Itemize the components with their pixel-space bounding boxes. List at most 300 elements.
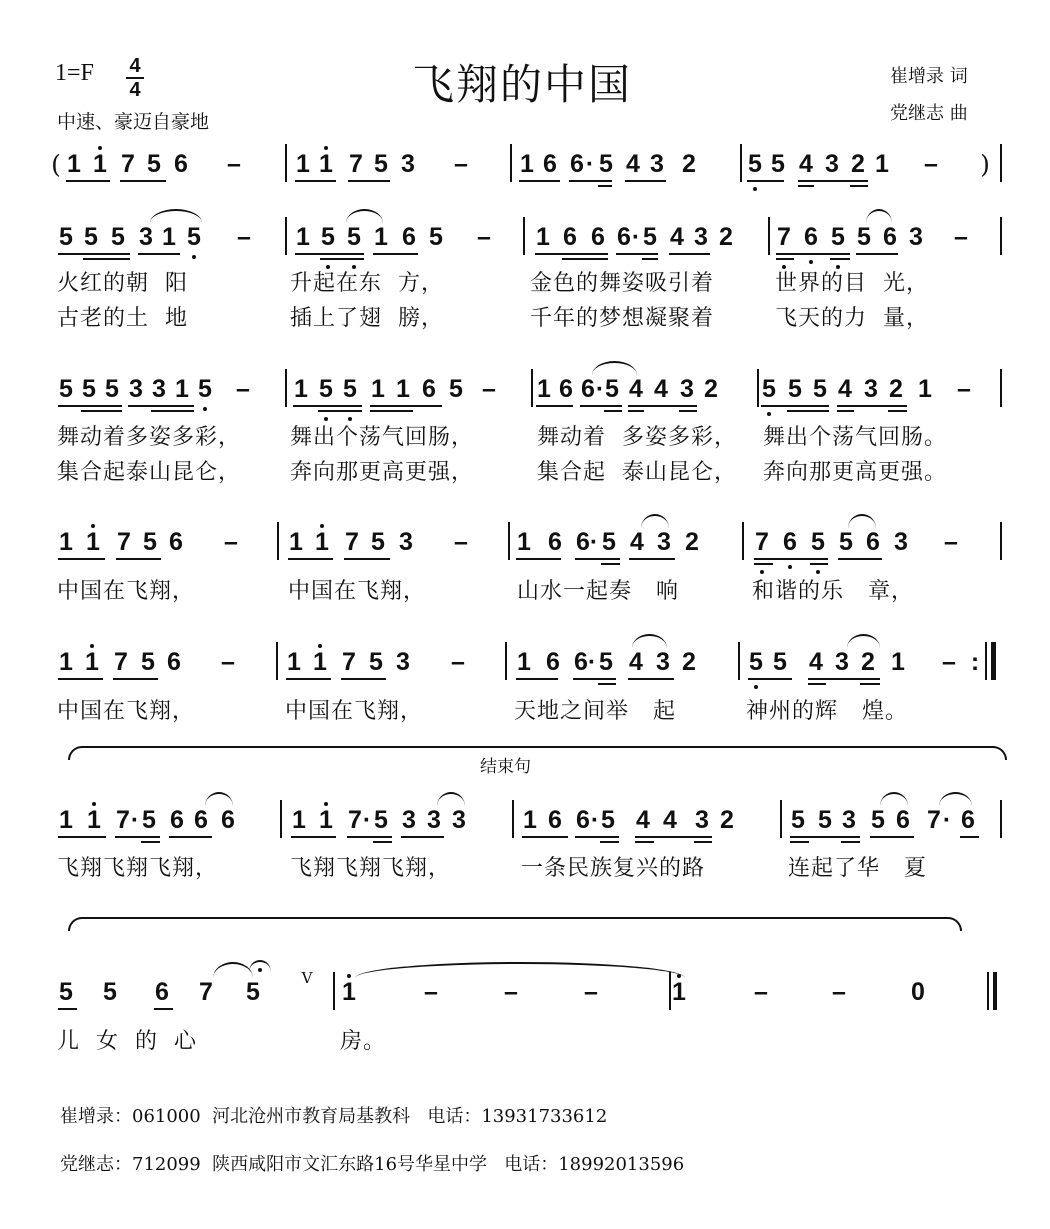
sustain-dash: – bbox=[477, 223, 491, 251]
note-3: 3 bbox=[402, 806, 416, 834]
note-7: 7 bbox=[342, 648, 356, 676]
final-thin-bar bbox=[987, 972, 989, 1010]
lyric-line: 奔向那更高更强。 bbox=[763, 460, 948, 485]
bar-line bbox=[276, 642, 278, 680]
low-octave-dot bbox=[809, 260, 813, 264]
note-6: 6 bbox=[576, 528, 590, 556]
sixteenth-underline bbox=[754, 563, 773, 565]
slur-arc bbox=[592, 361, 637, 375]
low-octave-dot bbox=[753, 187, 757, 191]
note-5: 5 bbox=[103, 978, 117, 1006]
note-3: 3 bbox=[399, 528, 413, 556]
sixteenth-underline bbox=[837, 410, 854, 412]
sustain-dash: – bbox=[227, 150, 241, 178]
eighth-underline bbox=[58, 836, 106, 838]
note-3: 3 bbox=[452, 806, 466, 834]
eighth-underline bbox=[856, 253, 898, 255]
note-5: 5 bbox=[773, 648, 787, 676]
note-5: 5 bbox=[871, 806, 885, 834]
sixteenth-underline bbox=[776, 258, 794, 260]
sustain-dash: – bbox=[451, 648, 465, 676]
eighth-underline bbox=[288, 558, 333, 560]
note-1: 1 bbox=[396, 375, 410, 403]
note-1: 1 bbox=[87, 806, 101, 834]
note-1: 1 bbox=[520, 150, 534, 178]
note-5: 5 bbox=[84, 223, 98, 251]
eighth-underline bbox=[798, 180, 868, 182]
bar-line bbox=[531, 369, 533, 407]
sustain-dash: – bbox=[237, 223, 251, 251]
high-octave-dot bbox=[347, 974, 351, 978]
eighth-underline bbox=[58, 558, 105, 560]
note-2: 2 bbox=[861, 648, 875, 676]
note-5: 5 bbox=[319, 375, 333, 403]
eighth-underline bbox=[341, 678, 386, 680]
note-3: 3 bbox=[152, 375, 166, 403]
note-7: 7 bbox=[777, 223, 791, 251]
note-2: 2 bbox=[889, 375, 903, 403]
note-1: 1 bbox=[319, 150, 333, 178]
eighth-underline bbox=[370, 405, 442, 407]
augmentation-dot: · bbox=[362, 806, 372, 834]
eighth-underline bbox=[761, 405, 829, 407]
note-3: 3 bbox=[650, 150, 664, 178]
lyric-line: 舞出个荡气回肠， bbox=[290, 425, 475, 450]
note-7: 7 bbox=[121, 150, 135, 178]
note-3: 3 bbox=[694, 223, 708, 251]
lyric-line: 房。 bbox=[340, 1029, 387, 1054]
note-1: 1 bbox=[374, 223, 388, 251]
note-1: 1 bbox=[175, 375, 189, 403]
note-4: 4 bbox=[670, 223, 684, 251]
lyric-line: 中国在飞翔， bbox=[285, 699, 424, 724]
note-5: 5 bbox=[321, 223, 335, 251]
bar-line bbox=[277, 522, 279, 560]
note-6: 6 bbox=[581, 375, 595, 403]
sixteenth-underline bbox=[798, 185, 814, 187]
bar-line bbox=[1000, 522, 1002, 560]
eighth-underline bbox=[625, 180, 666, 182]
sustain-dash: – bbox=[942, 648, 956, 676]
note-6: 6 bbox=[883, 223, 897, 251]
eighth-underline bbox=[837, 405, 907, 407]
note-2: 2 bbox=[682, 648, 696, 676]
eighth-underline bbox=[960, 836, 979, 838]
eighth-underline bbox=[113, 678, 158, 680]
slur-arc bbox=[213, 962, 253, 978]
lyric-line: 舞出个荡气回肠。 bbox=[763, 425, 948, 450]
sixteenth-underline bbox=[679, 410, 697, 412]
note-1: 1 bbox=[313, 648, 327, 676]
eighth-underline bbox=[519, 180, 560, 182]
note-3: 3 bbox=[825, 150, 839, 178]
sixteenth-underline bbox=[373, 841, 392, 843]
sixteenth-underline bbox=[860, 683, 880, 685]
sixteenth-underline bbox=[370, 410, 413, 412]
repeat-thin-bar bbox=[985, 642, 987, 680]
lyric-line: 集合起 泰山昆仑， bbox=[537, 460, 737, 485]
lyric-line: 火红的朝 阳 bbox=[57, 271, 188, 296]
time-signature bbox=[126, 56, 144, 100]
sixteenth-underline bbox=[562, 258, 608, 260]
bar-line bbox=[757, 369, 759, 407]
bar-line bbox=[505, 642, 507, 680]
note-6: 6 bbox=[804, 223, 818, 251]
note-5: 5 bbox=[82, 375, 96, 403]
lyric-line: 舞动着 多姿多彩， bbox=[537, 425, 737, 450]
eighth-underline bbox=[286, 678, 331, 680]
note-5: 5 bbox=[839, 528, 853, 556]
eighth-underline bbox=[569, 180, 612, 182]
slur-arc bbox=[346, 209, 383, 223]
lyricist-credit: 崔增录 词 bbox=[890, 66, 968, 87]
note-5: 5 bbox=[371, 528, 385, 556]
bar-line bbox=[508, 522, 510, 560]
sustain-dash: – bbox=[504, 978, 518, 1006]
high-octave-dot bbox=[324, 146, 328, 150]
note-1: 1 bbox=[296, 223, 310, 251]
note-4: 4 bbox=[838, 375, 852, 403]
slur-arc bbox=[880, 792, 908, 806]
sixteenth-underline bbox=[604, 410, 622, 412]
lyric-line: 升起在东 方， bbox=[290, 271, 444, 296]
note-7: 7 bbox=[348, 806, 362, 834]
note-4: 4 bbox=[626, 150, 640, 178]
note-5: 5 bbox=[771, 150, 785, 178]
note-1: 1 bbox=[918, 375, 932, 403]
note-6: 6 bbox=[563, 223, 577, 251]
slur-arc bbox=[939, 792, 972, 806]
note-6: 6 bbox=[194, 806, 208, 834]
note-5: 5 bbox=[105, 375, 119, 403]
note-5: 5 bbox=[762, 375, 776, 403]
note-6: 6 bbox=[548, 806, 562, 834]
bar-line bbox=[768, 217, 770, 255]
eighth-underline bbox=[58, 678, 103, 680]
note-1: 1 bbox=[93, 150, 107, 178]
bar-line bbox=[740, 144, 742, 182]
sixteenth-underline bbox=[787, 410, 829, 412]
note-5: 5 bbox=[818, 806, 832, 834]
final-thick-bar bbox=[993, 972, 997, 1010]
note-1: 1 bbox=[875, 150, 889, 178]
augmentation-dot: · bbox=[590, 806, 600, 834]
eighth-underline bbox=[573, 678, 616, 680]
lyric-line: 中国在飞翔， bbox=[288, 579, 427, 604]
bar-line bbox=[333, 972, 335, 1010]
note-3: 3 bbox=[401, 150, 415, 178]
note-7: 7 bbox=[755, 528, 769, 556]
note-5: 5 bbox=[748, 150, 762, 178]
note-6: 6 bbox=[422, 375, 436, 403]
eighth-underline bbox=[58, 253, 130, 255]
note-6: 6 bbox=[866, 528, 880, 556]
note-5: 5 bbox=[605, 375, 619, 403]
note-5: 5 bbox=[429, 223, 443, 251]
sixteenth-underline bbox=[850, 185, 868, 187]
note-4: 4 bbox=[629, 648, 643, 676]
lyric-line: 神州的辉 煌。 bbox=[746, 699, 908, 724]
fermata-dot bbox=[258, 968, 262, 972]
eighth-underline bbox=[669, 253, 710, 255]
sixteenth-underline bbox=[694, 841, 712, 843]
note-4: 4 bbox=[809, 648, 823, 676]
high-octave-dot bbox=[324, 802, 328, 806]
bar-line bbox=[738, 642, 740, 680]
note-6: 6 bbox=[167, 648, 181, 676]
sixteenth-underline bbox=[141, 841, 160, 843]
note-1: 1 bbox=[162, 223, 176, 251]
sixteenth-underline bbox=[810, 563, 828, 565]
lyric-line: 山水一起奏 响 bbox=[517, 579, 679, 604]
note-3: 3 bbox=[680, 375, 694, 403]
note-6: 6 bbox=[548, 528, 562, 556]
eighth-underline bbox=[295, 253, 364, 255]
high-octave-dot bbox=[98, 146, 102, 150]
note-6: 6 bbox=[543, 150, 557, 178]
note-5: 5 bbox=[198, 375, 212, 403]
note-3: 3 bbox=[139, 223, 153, 251]
augmentation-dot: · bbox=[589, 528, 599, 556]
low-octave-dot bbox=[782, 265, 786, 269]
note-3: 3 bbox=[894, 528, 908, 556]
lyric-line: 飞翔飞翔飞翔， bbox=[57, 856, 219, 881]
note-6: 6 bbox=[170, 806, 184, 834]
augmentation-dot: · bbox=[631, 223, 641, 251]
bar-line bbox=[1000, 217, 1002, 255]
note-1: 1 bbox=[67, 150, 81, 178]
sustain-dash: – bbox=[944, 528, 958, 556]
lyric-line: 集合起泰山昆仑， bbox=[57, 460, 242, 485]
note-3: 3 bbox=[909, 223, 923, 251]
lyric-line: 世界的目 光， bbox=[775, 271, 929, 296]
note-6: 6 bbox=[576, 806, 590, 834]
sixteenth-underline bbox=[318, 410, 362, 412]
note-5: 5 bbox=[187, 223, 201, 251]
note-6: 6 bbox=[591, 223, 605, 251]
note-2: 2 bbox=[704, 375, 718, 403]
eighth-underline bbox=[575, 558, 620, 560]
note-5: 5 bbox=[813, 375, 827, 403]
sixteenth-underline bbox=[600, 841, 619, 843]
note-5: 5 bbox=[246, 978, 260, 1006]
note-6: 6 bbox=[221, 806, 235, 834]
high-octave-dot bbox=[320, 524, 324, 528]
sustain-dash: – bbox=[957, 375, 971, 403]
note-3: 3 bbox=[695, 806, 709, 834]
sixteenth-underline bbox=[830, 258, 850, 260]
bar-line bbox=[285, 217, 287, 255]
note-5: 5 bbox=[343, 375, 357, 403]
bar-line bbox=[512, 800, 514, 838]
repeat-thick-bar bbox=[991, 642, 996, 680]
lyric-line: 飞翔飞翔飞翔， bbox=[290, 856, 452, 881]
note-2: 2 bbox=[720, 806, 734, 834]
breath-mark: V bbox=[301, 969, 313, 987]
note-3: 3 bbox=[657, 528, 671, 556]
sixteenth-underline bbox=[888, 410, 907, 412]
note-5: 5 bbox=[59, 375, 73, 403]
note-4: 4 bbox=[799, 150, 813, 178]
note-7: 7 bbox=[116, 806, 130, 834]
lyric-line: 千年的梦想凝聚着 bbox=[530, 306, 715, 331]
note-1: 1 bbox=[342, 978, 356, 1006]
lyric-line: 古老的土 地 bbox=[57, 306, 188, 331]
note-1: 1 bbox=[85, 648, 99, 676]
sustain-dash: – bbox=[224, 528, 238, 556]
low-octave-dot bbox=[816, 570, 820, 574]
time-signature-bottom: 4 bbox=[129, 79, 141, 101]
sustain-dash: – bbox=[454, 528, 468, 556]
high-octave-dot bbox=[91, 524, 95, 528]
sustain-dash: – bbox=[454, 150, 468, 178]
note-6: 6 bbox=[174, 150, 188, 178]
eighth-underline bbox=[808, 678, 880, 680]
ending-phrase-bracket bbox=[68, 746, 1007, 760]
note-5: 5 bbox=[791, 806, 805, 834]
eighth-underline bbox=[575, 836, 619, 838]
low-octave-dot bbox=[192, 255, 196, 259]
eighth-underline bbox=[128, 405, 194, 407]
key-signature: 1=F bbox=[55, 60, 94, 86]
sixteenth-underline bbox=[628, 410, 644, 412]
eighth-underline bbox=[754, 558, 828, 560]
lyric-line: 连起了华 夏 bbox=[788, 856, 927, 881]
eighth-underline bbox=[536, 405, 573, 407]
note-6: 6 bbox=[570, 150, 584, 178]
note-5: 5 bbox=[369, 648, 383, 676]
sixteenth-underline bbox=[808, 683, 826, 685]
note-5: 5 bbox=[602, 528, 616, 556]
close-parenthesis: ) bbox=[980, 150, 990, 179]
lyric-line: 天地之间举 起 bbox=[514, 699, 676, 724]
eighth-underline bbox=[138, 253, 180, 255]
low-octave-dot bbox=[326, 265, 330, 269]
note-1: 1 bbox=[289, 528, 303, 556]
note-6: 6 bbox=[546, 648, 560, 676]
sustain-dash: – bbox=[954, 223, 968, 251]
slur-arc bbox=[437, 792, 465, 806]
eighth-underline bbox=[535, 253, 608, 255]
note-5: 5 bbox=[643, 223, 657, 251]
note-4: 4 bbox=[629, 375, 643, 403]
note-5: 5 bbox=[141, 648, 155, 676]
note-7: 7 bbox=[114, 648, 128, 676]
note-1: 1 bbox=[315, 528, 329, 556]
note-1: 1 bbox=[536, 223, 550, 251]
note-4: 4 bbox=[663, 806, 677, 834]
high-octave-dot bbox=[92, 802, 96, 806]
ending-phrase-bracket-2 bbox=[68, 917, 962, 931]
eighth-underline bbox=[116, 558, 161, 560]
sustain-dash: – bbox=[221, 648, 235, 676]
eighth-underline bbox=[293, 405, 362, 407]
sustain-dash: – bbox=[584, 978, 598, 1006]
note-5: 5 bbox=[601, 806, 615, 834]
open-parenthesis: ( bbox=[51, 150, 61, 179]
note-5: 5 bbox=[599, 150, 613, 178]
note-1: 1 bbox=[537, 375, 551, 403]
lyric-line: 中国在飞翔， bbox=[57, 699, 196, 724]
eighth-underline bbox=[748, 678, 792, 680]
note-2: 2 bbox=[685, 528, 699, 556]
low-octave-dot bbox=[352, 265, 356, 269]
note-6: 6 bbox=[169, 528, 183, 556]
lyric-line: 飞天的力 量， bbox=[775, 306, 929, 331]
sixteenth-underline bbox=[598, 683, 616, 685]
note-1: 1 bbox=[86, 528, 100, 556]
low-octave-dot bbox=[754, 685, 758, 689]
eighth-underline bbox=[66, 180, 110, 182]
eighth-underline bbox=[616, 253, 658, 255]
slur-arc bbox=[847, 634, 880, 648]
note-3: 3 bbox=[835, 648, 849, 676]
low-octave-dot bbox=[767, 412, 771, 416]
note-4: 4 bbox=[654, 375, 668, 403]
note-1: 1 bbox=[517, 528, 531, 556]
note-3: 3 bbox=[129, 375, 143, 403]
sixteenth-underline bbox=[841, 841, 860, 843]
note-3: 3 bbox=[864, 375, 878, 403]
note-1: 1 bbox=[59, 806, 73, 834]
low-octave-dot bbox=[836, 265, 840, 269]
note-6: 6 bbox=[559, 375, 573, 403]
eighth-underline bbox=[870, 836, 914, 838]
bar-line bbox=[523, 217, 525, 255]
sixteenth-underline bbox=[151, 410, 194, 412]
sustain-dash: – bbox=[754, 978, 768, 1006]
note-7: 7 bbox=[349, 150, 363, 178]
note-7: 7 bbox=[927, 806, 941, 834]
note-5: 5 bbox=[374, 806, 388, 834]
eighth-underline bbox=[348, 180, 390, 182]
lyric-line: 儿 女 的 心 bbox=[57, 1029, 197, 1054]
note-4: 4 bbox=[630, 528, 644, 556]
time-signature-top: 4 bbox=[129, 55, 141, 77]
eighth-underline bbox=[58, 1008, 77, 1010]
eighth-underline bbox=[628, 405, 697, 407]
note-3: 3 bbox=[842, 806, 856, 834]
eighth-underline bbox=[516, 678, 558, 680]
lyric-line: 舞动着多姿多彩， bbox=[57, 425, 242, 450]
sixteenth-underline bbox=[642, 258, 658, 260]
eighth-underline bbox=[580, 405, 622, 407]
eighth-underline bbox=[776, 253, 850, 255]
slur-arc bbox=[150, 209, 202, 223]
sixteenth-underline bbox=[601, 563, 620, 565]
eighth-underline bbox=[169, 836, 212, 838]
low-octave-dot bbox=[348, 417, 352, 421]
eighth-underline bbox=[635, 836, 712, 838]
contact-line: 崔增录：061000 河北沧州市教育局基教科 电话：13931733612 bbox=[60, 1106, 608, 1127]
note-1: 1 bbox=[517, 648, 531, 676]
note-6: 6 bbox=[155, 978, 169, 1006]
note-5: 5 bbox=[59, 978, 73, 1006]
slur-arc bbox=[205, 792, 233, 806]
eighth-underline bbox=[291, 836, 336, 838]
note-7: 7 bbox=[199, 978, 213, 1006]
note-6: 6 bbox=[617, 223, 631, 251]
low-octave-dot bbox=[203, 407, 207, 411]
note-6: 6 bbox=[896, 806, 910, 834]
note-3: 3 bbox=[396, 648, 410, 676]
eighth-underline bbox=[120, 180, 166, 182]
sustain-dash: – bbox=[924, 150, 938, 178]
eighth-underline bbox=[747, 180, 784, 182]
note-5: 5 bbox=[143, 528, 157, 556]
note-1: 1 bbox=[319, 806, 333, 834]
sixteenth-underline bbox=[790, 841, 809, 843]
